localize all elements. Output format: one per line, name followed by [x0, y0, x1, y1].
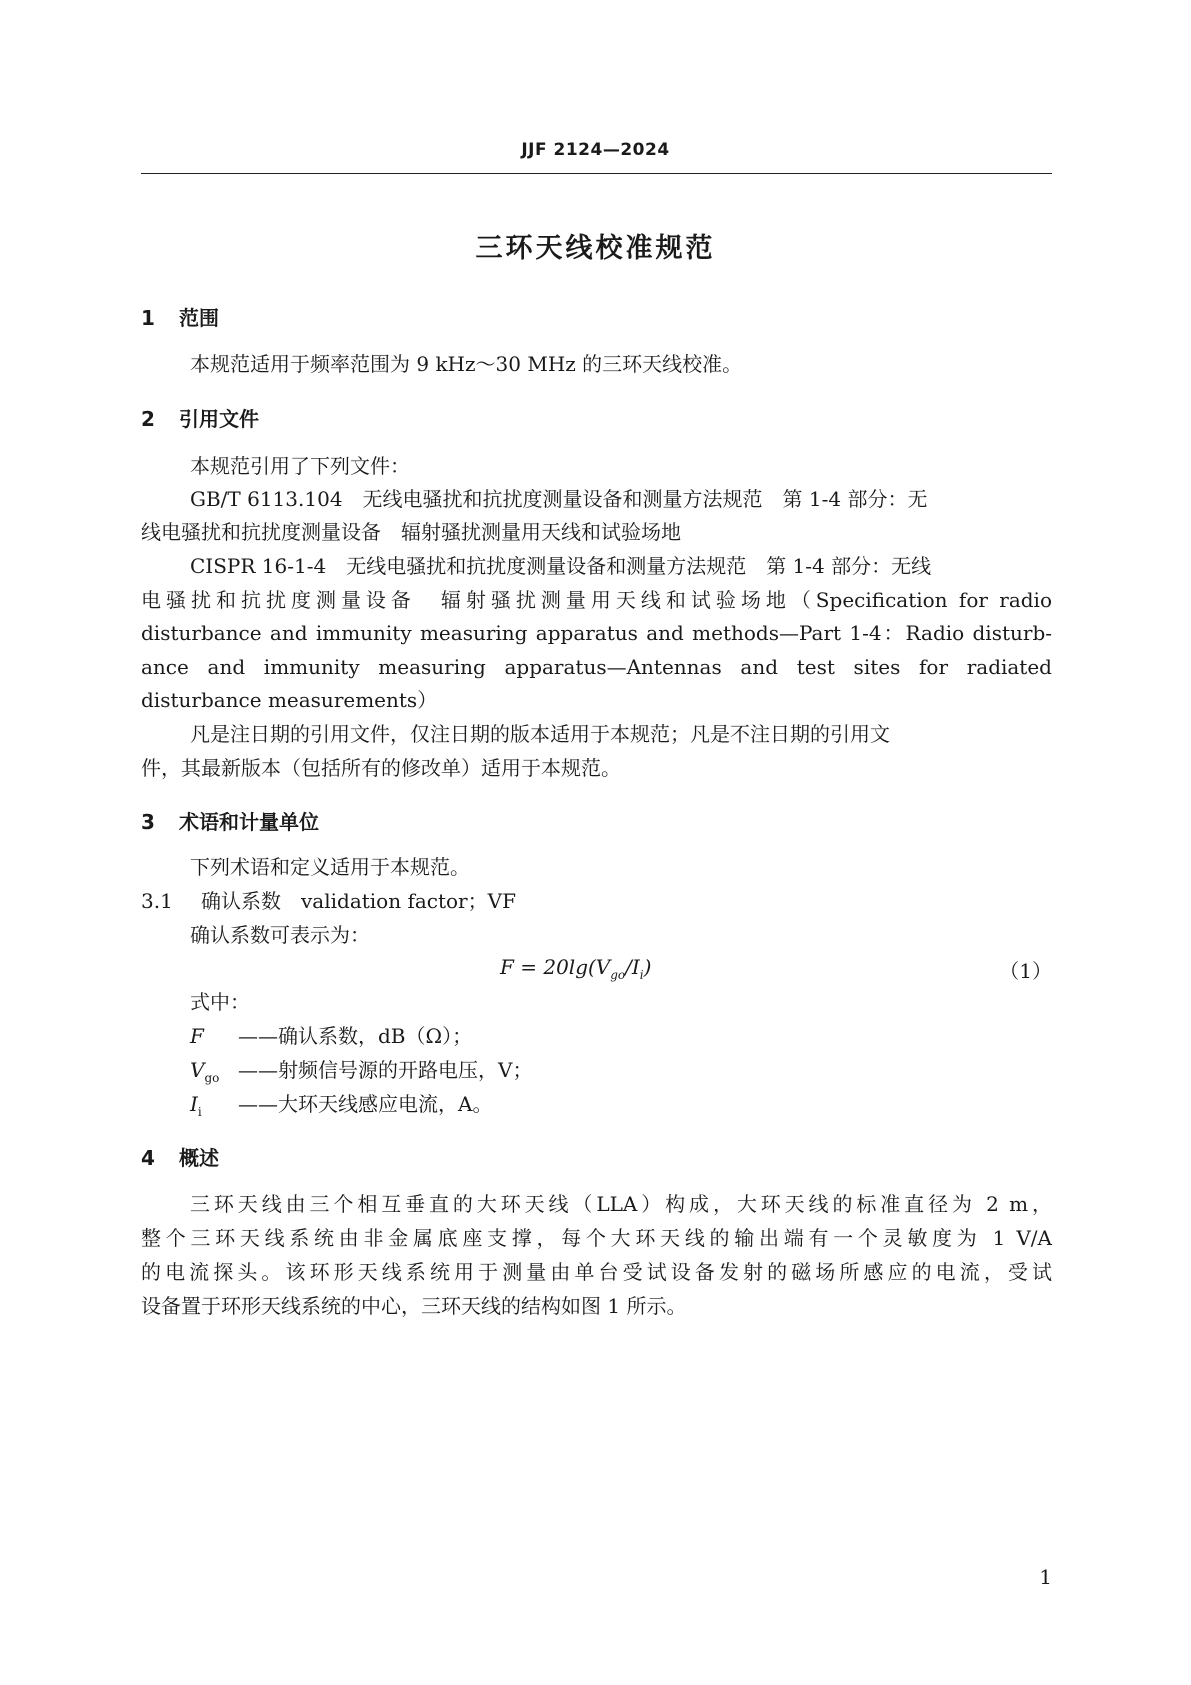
- section-3-heading: [141, 806, 319, 835]
- section-number: 3: [141, 810, 155, 834]
- reference-line: CISPR 16-1-4 无线电骚扰和抗扰度测量设备和测量方法规范 第 1-4 部分：无线: [190, 554, 932, 578]
- paragraph-line: 确认系数可表示为：: [190, 923, 370, 947]
- formula-subscript: go: [610, 968, 626, 982]
- section-4-heading: [141, 1142, 219, 1171]
- symbol-subscript: i: [197, 1105, 202, 1119]
- paragraph-line: 下列术语和定义适用于本规范。: [190, 855, 470, 879]
- paragraph-line: 三环天线由三个相互垂直的大环天线（LLA）构成，大环天线的标准直径为 2 m，: [190, 1192, 1052, 1216]
- page-number: 1: [1039, 1565, 1052, 1589]
- term-line: [141, 887, 1052, 915]
- section-title: 概述: [179, 1146, 219, 1170]
- section-number: 2: [141, 407, 155, 431]
- paragraph-line: 凡是注日期的引用文件，仅注日期的版本适用于本规范；凡是不注日期的引用文: [190, 722, 890, 746]
- term-number: 3.1: [141, 889, 173, 913]
- reference-line: 电骚扰和抗扰度测量设备 辐射骚扰测量用天线和试验场地（Specification for radio: [141, 588, 1052, 612]
- section-2-heading: [141, 403, 259, 432]
- paragraph-line: 设备置于环形天线系统的中心，三环天线的结构如图 1 所示。: [141, 1294, 687, 1318]
- paragraph-line: 件，其最新版本（包括所有的修改单）适用于本规范。: [141, 756, 621, 780]
- formula-number: （1）: [999, 959, 1052, 983]
- term-text: 确认系数 validation factor；VF: [201, 889, 516, 913]
- definition-line: [190, 1056, 1052, 1092]
- reference-line: disturbance measurements）: [141, 688, 438, 712]
- document-title: 三环天线校准规范: [475, 233, 716, 264]
- symbol-letter: V: [190, 1058, 205, 1082]
- paragraph-line: 的电流探头。该环形天线系统用于测量由单台受试设备发射的磁场所感应的电流，受试: [141, 1260, 1052, 1284]
- reference-line: GB/T 6113.104 无线电骚扰和抗扰度测量设备和测量方法规范 第 1-4 部分：无: [190, 487, 928, 511]
- section-title: 范围: [179, 306, 219, 330]
- formula-part: /I: [625, 955, 640, 979]
- paragraph-line: 本规范引用了下列文件：: [190, 454, 410, 478]
- section-title: 术语和计量单位: [179, 810, 319, 834]
- symbol: F: [190, 1024, 204, 1048]
- definition-line: [190, 1090, 1052, 1126]
- formula-subscript: i: [639, 968, 644, 982]
- paragraph-line: 本规范适用于频率范围为 9 kHz～30 MHz 的三环天线校准。: [190, 352, 743, 376]
- symbol: [190, 1056, 238, 1092]
- symbol: [190, 1090, 238, 1126]
- header-rule: [141, 173, 1052, 174]
- formula-1: [500, 955, 1052, 982]
- section-title: 引用文件: [179, 407, 259, 431]
- section-number: 4: [141, 1146, 155, 1170]
- paragraph-line: 式中：: [190, 990, 250, 1014]
- definition-text: ——射频信号源的开路电压，V；: [238, 1058, 533, 1082]
- section-1-heading: [141, 302, 219, 331]
- reference-line: ance and immunity measuring apparatus—Antennas and test sites for radiated: [141, 655, 1052, 679]
- document-code: JJF 2124—2024: [521, 140, 670, 160]
- paragraph-line: 整个三环天线系统由非金属底座支撑，每个大环天线的输出端有一个灵敏度为 1 V/A: [141, 1226, 1052, 1250]
- symbol-letter: I: [190, 1092, 198, 1116]
- reference-line: disturbance and immunity measuring apparatus and methods—Part 1-4：Radio disturb-: [141, 621, 1052, 645]
- definition-text: ——确认系数，dB（Ω）；: [238, 1024, 473, 1048]
- section-number: 1: [141, 306, 155, 330]
- formula-part: ): [643, 955, 652, 979]
- reference-line: 线电骚扰和抗扰度测量设备 辐射骚扰测量用天线和试验场地: [141, 520, 681, 544]
- definition-text: ——大环天线感应电流，A。: [238, 1092, 493, 1116]
- definition-line: [190, 1022, 1052, 1050]
- formula-part: F = 20lg(V: [500, 955, 611, 979]
- formula-expression: [500, 955, 652, 982]
- symbol-subscript: go: [204, 1071, 220, 1085]
